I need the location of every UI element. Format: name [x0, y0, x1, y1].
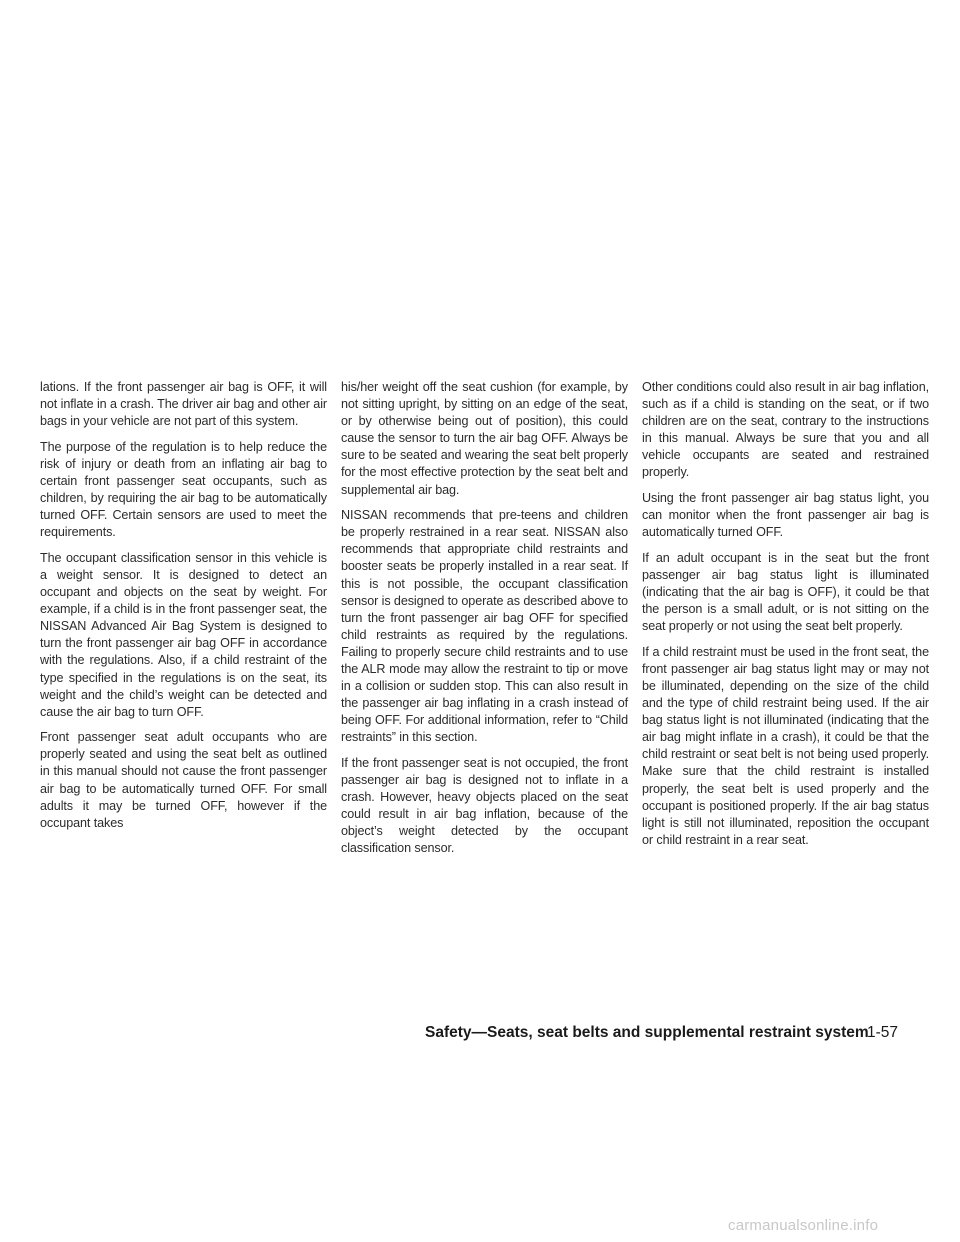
paragraph: If an adult occupant is in the seat but the front passenger air bag status light is illuminated (indicating that the air bag is OFF), it could be that the person is a small adult, or is not sitting on the seat properly or not using the seat belt properly.	[642, 550, 929, 634]
paragraph: If a child restraint must be used in the front seat, the front passenger air bag status light may or may not be illuminated, depending on the size of the child and the type of child restraint being used. If the air bag status light is not illuminated (indicating that the air bag might inflate in a crash), it could be that the child restraint or seat belt is not being used properly. Make sure that the child restraint is installed properly, the seat belt is used properly and the occupant is positioned properly. If the air bag status light is still not illuminated, reposition the occupant or child restraint in a rear seat.	[642, 644, 929, 847]
paragraph: If the front passenger seat is not occupied, the front passenger air bag is designed not to inflate in a crash. However, heavy objects placed on the seat could result in air bag inflation, because of the object’s weight detected by the occupant classification sensor.	[341, 755, 628, 856]
paragraph: Using the front passenger air bag status light, you can monitor when the front passenger air bag is automatically turned OFF.	[642, 491, 929, 540]
paragraph: his/her weight off the seat cushion (for example, by not sitting upright, by sitting on an edge of the seat, or by otherwise being out of position), this could cause the sensor to turn the air bag OFF. Always be sure to be seated and wearing the seat belt properly for the most effective protection by the seat belt and supplemental air bag.	[341, 380, 628, 497]
paragraph: The purpose of the regulation is to help reduce the risk of injury or death from an inflating air bag to certain front passenger seat occupants, such as children, by requiring the air bag to be automatically turned OFF. Certain sensors are used to meet the requirements.	[40, 439, 327, 540]
text-column-right	[642, 379, 929, 857]
text-column-middle	[341, 379, 628, 866]
watermark: carmanualsonline.info	[728, 1217, 879, 1234]
paragraph: Front passenger seat adult occupants who are properly seated and using the seat belt as outlined in this manual should not cause the front passenger air bag to be automatically turned OFF. For small adults it may be turned OFF, however if the occupant takes	[40, 730, 327, 830]
paragraph: lations. If the front passenger air bag is OFF, it will not inflate in a crash. The driver air bag and other air bags in your vehicle are not part of this system.	[40, 380, 327, 429]
footer-section-title: Safety—Seats, seat belts and supplemental restraint system	[425, 1024, 869, 1041]
footer-page-number: 1-57	[867, 1024, 899, 1041]
paragraph: The occupant classification sensor in this vehicle is a weight sensor. It is designed to detect an occupant and objects on the seat by weight. For example, if a child is in the front passenger seat, the NISSAN Advanced Air Bag System is designed to turn the front passenger air bag OFF in accordance with the regulations. Also, if a child restraint of the type specified in the regulations is on the seat, its weight and the child’s weight can be detected and cause the air bag to turn OFF.	[40, 550, 327, 719]
text-column-left	[40, 379, 327, 840]
paragraph: NISSAN recommends that pre-teens and children be properly restrained in a rear seat. NISSAN also recommends that appropriate child restraints and booster seats be properly installed in a rear seat. If this is not possible, the occupant classification sensor is designed to operate as described above to turn the front passenger air bag OFF for specified child restraints as required by the regulations. Failing to properly secure child restraints and to use the ALR mode may allow the restraint to tip or move in a collision or sudden stop. This can also result in the passenger air bag inflating in a crash instead of being OFF. For additional information, refer to “Child restraints” in this section.	[341, 508, 628, 745]
paragraph: Other conditions could also result in air bag inflation, such as if a child is standing on the seat, or if two children are on the seat, contrary to the instructions in this manual. Always be sure that you and all vehicle occupants are seated and restrained properly.	[642, 380, 929, 480]
